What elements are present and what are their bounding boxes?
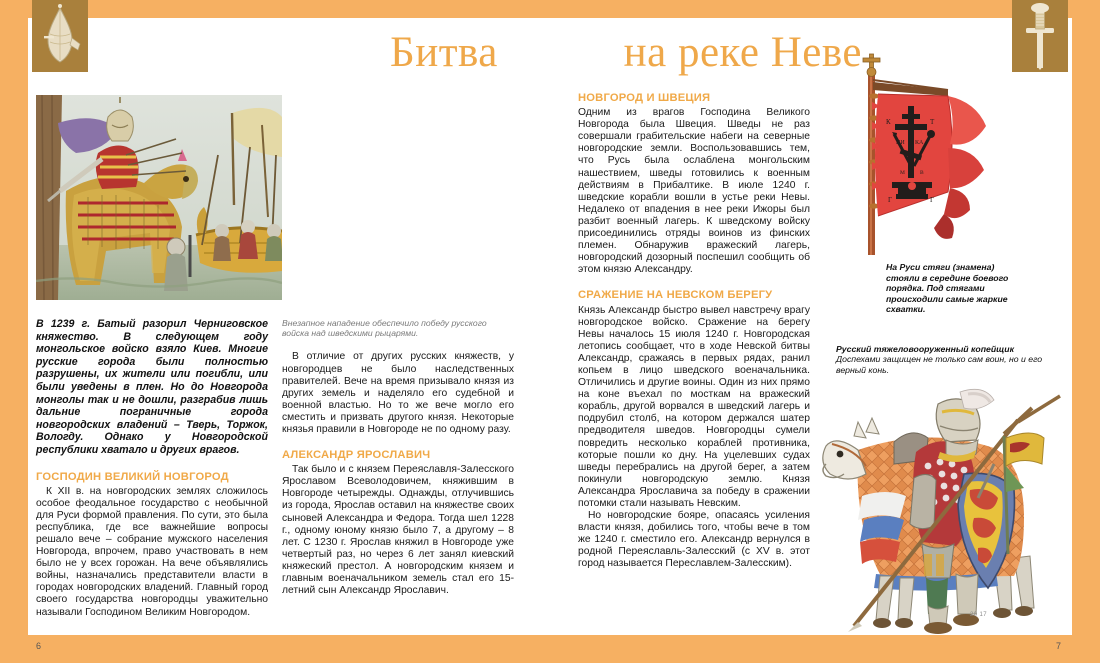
text-column-2 [282, 318, 514, 597]
banner-caption: На Руси стяги (знамена) стояли в середине боевого порядка. Под стягами происходили самые жаркие схватки. [886, 262, 1009, 315]
paragraph: В отличие от других русских княжеств, у новгородцев не было наследственных правителей. Вече на время призывало князя из других земель и наделяло его судебной и военной властью. Но то же вече могло его сместить и призвать другого князя. Некоторые князья правили в Новгороде не по одному разу. [282, 351, 514, 435]
header-box-right [1012, 0, 1068, 72]
helmet-icon [32, 0, 88, 72]
battle-scene-caption: Внезапное нападение обеспечило победу русского войска над шведскими рыцарями. [282, 318, 487, 339]
knight-caption-text: Доспехами защищен не только сам воин, но и его верный конь. [836, 354, 1043, 375]
artist-signature: 20 17 [970, 612, 988, 618]
header-box-left [32, 0, 88, 72]
section-heading-gospodin-velikiy-novgorod: ГОСПОДИН ВЕЛИКИЙ НОВГОРОД [36, 470, 229, 483]
page-title-part-2: на реке Неве [623, 28, 862, 76]
svg-text:НИ: НИ [896, 140, 905, 146]
battle-scene-illustration [36, 95, 282, 300]
paragraph: Так было и с князем Переяславля-Залесского Ярославом Всеволодовичем, княжившим в Новгороде четырежды. Однажды, отлучившись из города, Ярослав оставил на княжестве своих сыновей Александра и Федора. Тогда шел 1228 г., одному юному князю было 7, а другому – 8 лет. С 1230 г. Ярослав княжил в Новгороде уже четвертый раз, но через 6 лет занял киевский княжеский престол. А новгородским князем и главным военачальником земель стал его 15-летний сын Александр Ярославич. [282, 464, 514, 597]
svg-text:М: М [900, 170, 905, 176]
section-heading-srazhenie-na-nevskom-beregu: СРАЖЕНИЕ НА НЕВСКОМ БЕРЕГУ [578, 289, 773, 302]
svg-text:КА: КА [915, 140, 924, 146]
page-number-left: 6 [36, 641, 42, 651]
section-heading-novgorod-i-shvetsiya: НОВГОРОД И ШВЕЦИЯ [578, 92, 711, 104]
knight-caption [836, 344, 1066, 375]
svg-text:Г: Г [888, 196, 893, 204]
paragraph: Но новгородские бояре, опасаясь усиления власти князя, добились того, чтобы вече в том же 1240 г. сместило его. Александр вернулся в родной Переяславль-Залесский (с XV в. этот город называется Переславлем-Залесским). [578, 510, 810, 570]
text-column-1 [36, 318, 268, 619]
svg-text:К: К [886, 118, 891, 126]
lead-paragraph: В 1239 г. Батый разорил Черниговское княжество. В следующем году монгольское войско взяло Киев. Многие русские города были полностью разрушены, их жители или погибли, или были уведены в плен. Но до Новгорода монголы так и не дошли, разграбив лишь дальние пограничные города новгородских владений – Тверь, Торжок, Вологду. Однако у Новгородской республики хватало и других врагов. [36, 318, 268, 456]
sword-icon [1012, 0, 1068, 72]
heavy-armored-spearman-illustration [818, 378, 1066, 636]
page-number-right: 7 [1056, 641, 1062, 651]
paragraph: Князь Александр быстро вывел навстречу врагу новгородское войско. Сражение на берегу Невы началось 15 июля 1240 г. Новгородская летопись сообщает, что в ходе Невской битвы Александр, сражаясь в первых рядах, ранил копьем в лицо шведского военачальника. Отличились и другие воины. Один из них прямо на коне въехал по мосткам на вражеский корабль, другой ворвался в шведский лагерь и подрубил столб, на котором держался шатер предводителя шведов. Новгородцы сумели повредить несколько кораблей противника, которые пошли ко дну. На уцелевших судах шведы перебрались на другой берег, а затем покинули новгородскую землю. Князя Александра Ярославича за победу в сражении потомки стали называть Невским. [578, 304, 810, 509]
section-heading-aleksandr-yaroslavich: АЛЕКСАНДР ЯРОСЛАВИЧ [282, 449, 431, 462]
svg-text:Т: Т [930, 118, 935, 126]
page-title-part-1: Битва [390, 28, 498, 76]
paragraph: Одним из врагов Господина Великого Новгорода была Швеция. Шведы не раз совершали грабительские набеги на северные новгородские земли. Воспользовавшись тем, что Русь была ослаблена монгольским нашествием, шведы готовились к военным действиям в Прибалтике. В июле 1240 г. шведские корабли вошли в устье реки Невы. Недалеко от впадения в нее реки Ижоры был разбит военный лагерь. К шведскому войску присоединились отряды воинов из финских племен. Обнаружив вражеский лагерь, новгородский дозорный поспешил сообщить об этом князю Александру. [578, 107, 810, 276]
text-column-3 [578, 92, 810, 571]
paragraph: К XII в. на новгородских землях сложилось особое феодальное государство с необычной для Руси формой правления. По сути, это была республика, где все важнейшие вопросы решало вече – собрание мужского населения Новгорода, впрочем, право участвовать в нем было не у всех горожан. На вече объявлялись войны, назначались представители власти в городах новгородских владений. Главный город своего государства новгородцы уважительно называли Господином Великим Новгородом. [36, 485, 268, 618]
russian-war-banner-illustration [852, 52, 1002, 257]
svg-text:В: В [920, 170, 924, 176]
knight-caption-title: Русский тяжеловооруженный копейщик [836, 344, 1015, 354]
svg-text:Г: Г [930, 196, 935, 204]
